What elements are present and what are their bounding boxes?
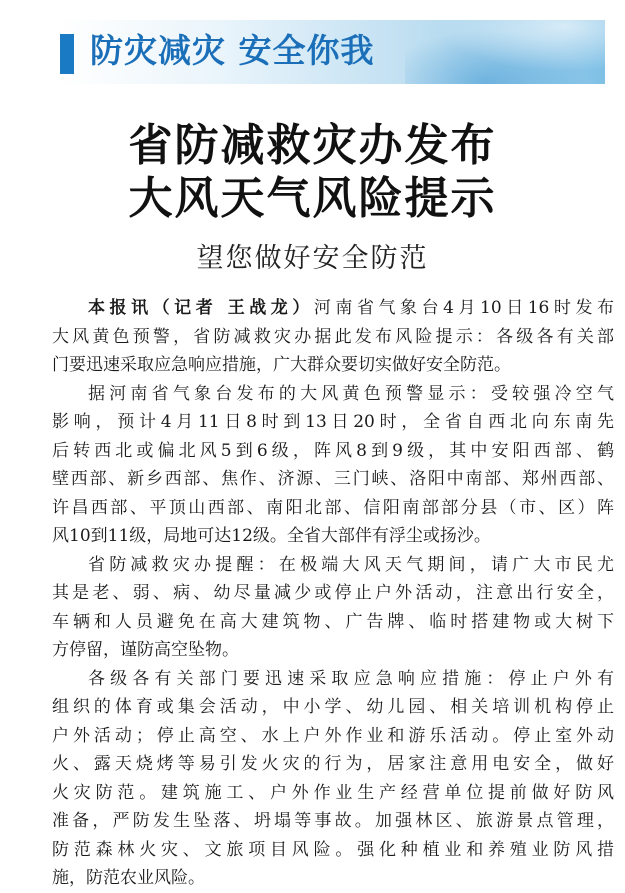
article-byline: 本报讯（记者 王战龙） xyxy=(88,298,314,318)
subheadline: 望您做好安全防范 xyxy=(196,243,429,274)
article-line: 省防减救灾办提醒：在极端大风天气期间，请广大市民尤 xyxy=(88,554,614,575)
article-line: 准备，严防发生坠落、坍塌等事故。加强林区、旅游景点管理， xyxy=(52,811,614,831)
article-body xyxy=(52,294,614,893)
banner-title: 防灾减灾 安全你我 xyxy=(90,31,375,70)
article-line: 壁西部、新乡西部、焦作、济源、三门峡、洛阳中南部、郑州西部、 xyxy=(52,469,614,489)
headline-line-2: 大风天气风险提示 xyxy=(128,173,497,224)
article-line: 门要迅速采取应急响应措施，广大群众要切实做好安全防范。 xyxy=(52,355,511,375)
article-line: 方停留，谨防高空坠物。 xyxy=(52,640,239,660)
headline-line-1: 省防减救灾办发布 xyxy=(128,120,497,171)
section-banner xyxy=(60,20,605,84)
article-line: 据河南省气象台发布的大风黄色预警显示：受较强冷空气 xyxy=(88,383,614,404)
article-line: 施，防范农业风险。 xyxy=(52,868,205,888)
article-line: 影响，预计4月11日8时到13日20时，全省自西北向东南先 xyxy=(52,412,614,432)
banner-wave-decoration xyxy=(405,20,605,84)
article-line: 户外活动；停止高空、水上户外作业和游乐活动。停止室外动 xyxy=(52,725,614,746)
article-line: 火、露天烧烤等易引发火灾的行为，居家注意用电安全，做好 xyxy=(52,754,614,774)
article-line: 火灾防范。建筑施工、户外作业生产经营单位提前做好防风 xyxy=(52,782,614,803)
article-line: 本报讯（记者 王战龙）河南省气象台4月10日16时发布 xyxy=(88,298,614,318)
article-line: 大风黄色预警，省防减救灾办据此发布风险提示：各级各有关部 xyxy=(52,326,614,347)
article-line: 车辆和人员避免在高大建筑物、广告牌、临时搭建物或大树下 xyxy=(52,611,614,632)
article-line: 其是老、弱、病、幼尽量减少或停止户外活动，注意出行安全， xyxy=(52,583,614,603)
article-line: 后转西北或偏北风5到6级，阵风8到9级，其中安阳西部、鹤 xyxy=(52,440,614,461)
article-line: 许昌西部、平顶山西部、南阳北部、信阳南部部分县（市、区）阵 xyxy=(52,497,614,518)
article-line: 组织的体育或集会活动，中小学、幼儿园、相关培训机构停止 xyxy=(52,697,614,717)
article-line: 各级各有关部门要迅速采取应急响应措施：停止户外有 xyxy=(88,668,614,689)
article-line: 防范森林火灾、文旅项目风险。强化种植业和养殖业防风措 xyxy=(52,839,614,860)
banner-accent-bar xyxy=(60,34,74,74)
article-line: 风10到11级，局地可达12级。全省大部伴有浮尘或扬沙。 xyxy=(52,526,491,546)
